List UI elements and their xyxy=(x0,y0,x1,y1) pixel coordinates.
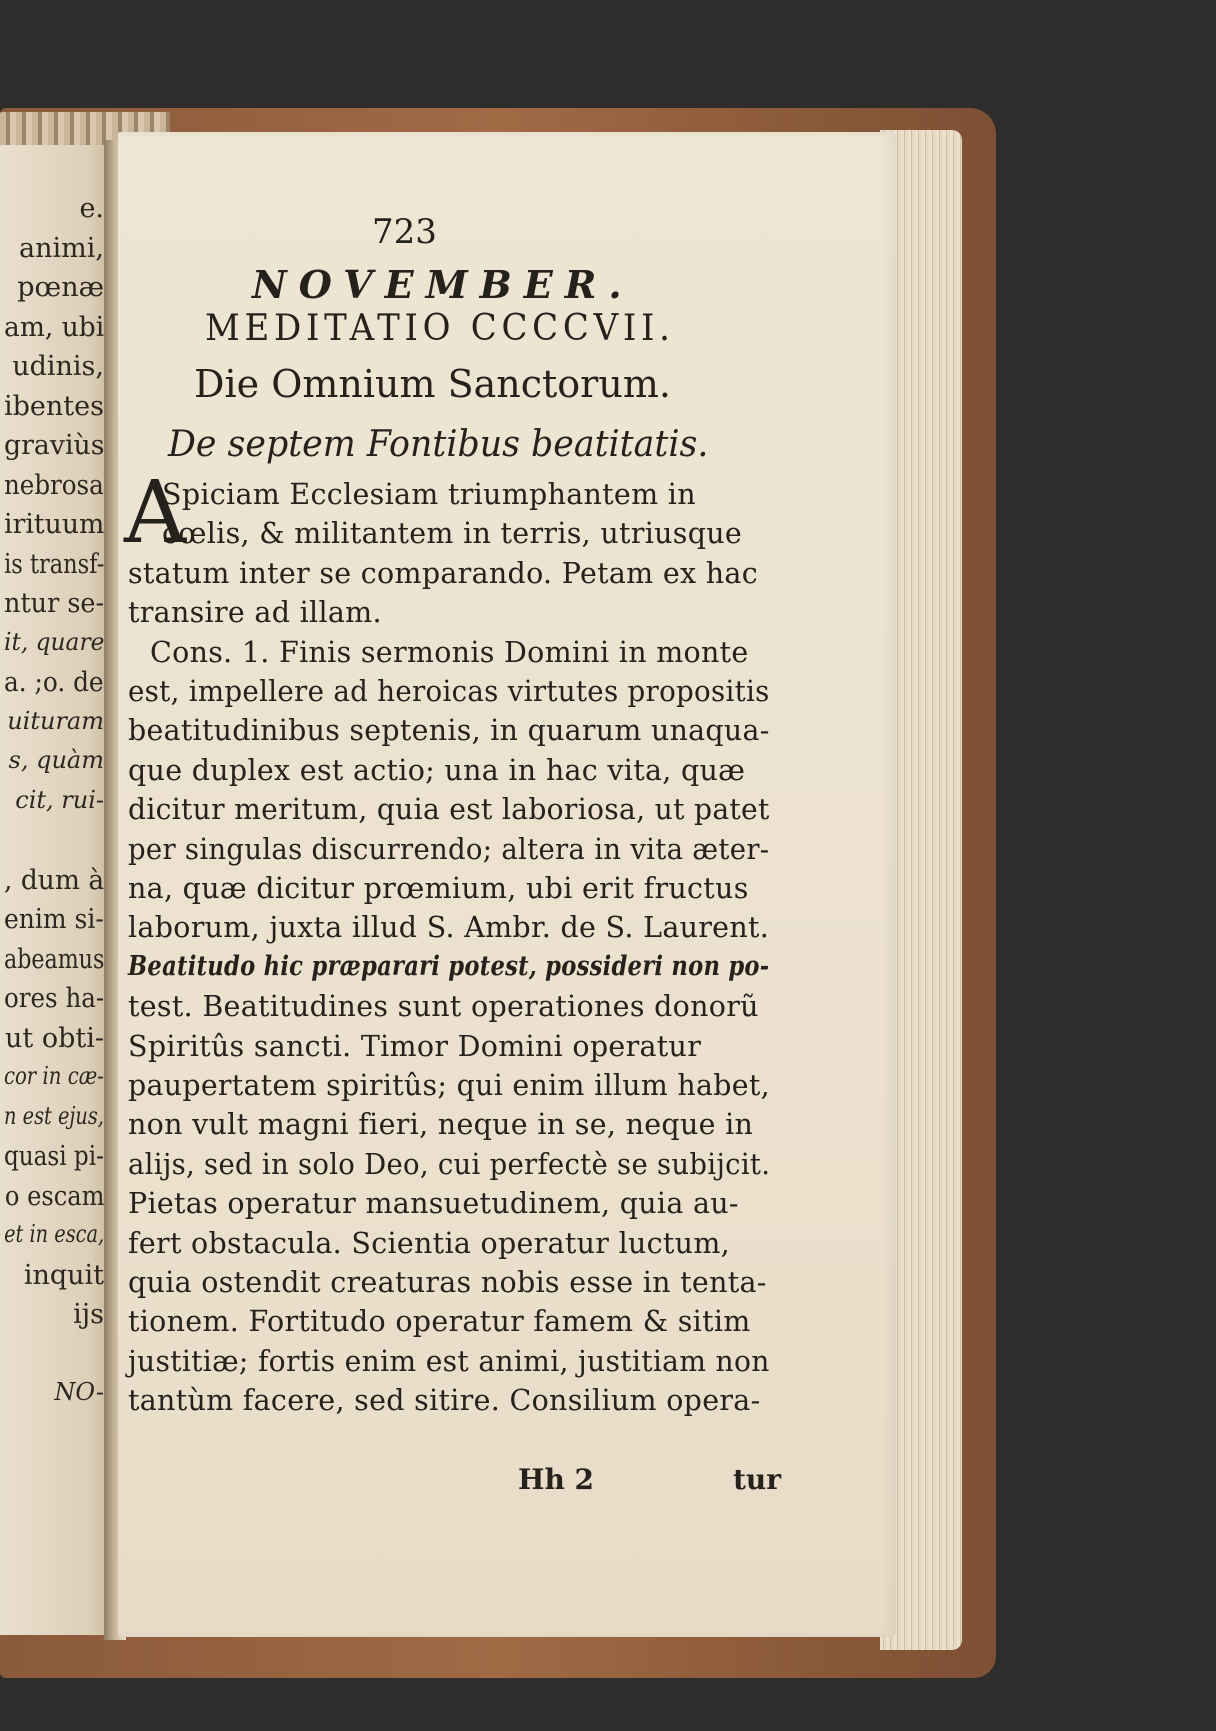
body-line: laborum, juxta illud S. Ambr. de S. Laurent. xyxy=(128,911,770,945)
body-line: quia ostendit creaturas nobis esse in tenta- xyxy=(128,1266,767,1299)
body-line: Cons. 1. Finis sermonis Domini in monte xyxy=(150,635,749,669)
left-page-line: o escam xyxy=(4,1180,104,1212)
body-line: statum inter se comparando. Petam ex hac xyxy=(128,556,758,590)
left-page xyxy=(0,145,112,1635)
feast-title: Die Omnium Sanctorum. xyxy=(194,362,671,406)
body-line: tionem. Fortitudo operatur famem & sitim xyxy=(128,1305,751,1339)
left-page-line: enim si- xyxy=(4,904,104,935)
meditation-subtitle: De septem Fontibus beatitatis. xyxy=(168,424,709,465)
body-line: tantùm facere, sed sitire. Consilium opera- xyxy=(128,1384,761,1418)
left-page-line: cor in cæ- xyxy=(4,1062,104,1090)
left-page-line: uituram xyxy=(7,706,104,735)
body-line: dicitur meritum, quia est laboriosa, ut patet xyxy=(128,793,770,827)
printer-signature: Hh 2 xyxy=(518,1463,595,1496)
body-line: beatitudinibus septenis, in quarum unaqua- xyxy=(128,714,770,748)
catchword: tur xyxy=(733,1463,782,1496)
left-page-line: e. xyxy=(79,193,104,224)
left-page-line: quasi pi- xyxy=(4,1141,104,1172)
left-page-line: ijs xyxy=(73,1299,104,1330)
left-page-line: cit, rui- xyxy=(15,785,104,814)
body-line: est, impellere ad heroicas virtutes propositis xyxy=(128,675,770,708)
left-page-line: ibentes xyxy=(4,390,104,422)
body-line: test. Beatitudines sunt operationes donorũ xyxy=(128,990,759,1024)
body-line: non vult magni fieri, neque in se, neque in xyxy=(128,1108,754,1142)
left-page-line: abeamus xyxy=(3,943,104,975)
body-line: Beatitudo hic præparari potest, possideri non po- xyxy=(128,950,770,982)
left-page-line: irituum xyxy=(3,509,104,540)
body-line: fert obstacula. Scientia operatur luctum, xyxy=(128,1226,731,1260)
body-line: transire ad illam. xyxy=(128,596,382,630)
body-line: Spiciam Ecclesiam triumphantem in xyxy=(162,478,696,511)
body-line: Spiritûs sancti. Timor Domini operatur xyxy=(128,1029,702,1063)
left-page-line: is transf- xyxy=(3,548,104,580)
left-page-line: inquit xyxy=(23,1259,104,1291)
left-page-line: s, quàm xyxy=(8,746,104,774)
body-line: cœlis, & militantem in terris, utriusque xyxy=(162,517,743,551)
left-page-line: NO- xyxy=(54,1378,104,1406)
left-page-line: ores ha- xyxy=(3,983,104,1014)
left-page-line: it, quare xyxy=(3,627,104,656)
body-line: alijs, sed in solo Deo, cui perfectè se subijcit. xyxy=(128,1147,771,1181)
meditation-heading: MEDITATIO CCCCVII. xyxy=(205,308,675,349)
left-page-line: a. ;o. de xyxy=(4,667,104,698)
left-page-line: ntur se- xyxy=(3,588,104,619)
left-page-line: ut obti- xyxy=(5,1022,104,1054)
left-page-line: , dum à xyxy=(3,864,104,896)
body-line: paupertatem spiritûs; qui enim illum habet, xyxy=(128,1069,770,1102)
left-page-line: nebrosa xyxy=(4,469,104,501)
left-page-line: animi, xyxy=(19,232,104,264)
month-heading: NOVEMBER. xyxy=(252,262,634,307)
body-line: na, quæ dicitur prœmium, ubi erit fructus xyxy=(128,872,749,905)
body-line: que duplex est actio; una in hac vita, quæ xyxy=(128,753,746,787)
body-line: per singulas discurrendo; altera in vita æter- xyxy=(128,832,770,866)
left-page-line: am, ubi xyxy=(3,311,104,343)
body-line: Pietas operatur mansuetudinem, quia au- xyxy=(128,1187,739,1221)
left-page-line: pœnæ xyxy=(17,272,104,303)
body-line: justitiæ; fortis enim est animi, justitiam non xyxy=(128,1344,770,1378)
left-page-line: udinis, xyxy=(12,351,104,382)
left-page-line: et in esca, xyxy=(3,1220,104,1248)
page-number: 723 xyxy=(372,212,437,252)
drop-cap-initial: A xyxy=(124,463,187,563)
left-page-line: graviùs xyxy=(3,430,104,461)
left-page-line: n est ejus, xyxy=(4,1101,104,1130)
